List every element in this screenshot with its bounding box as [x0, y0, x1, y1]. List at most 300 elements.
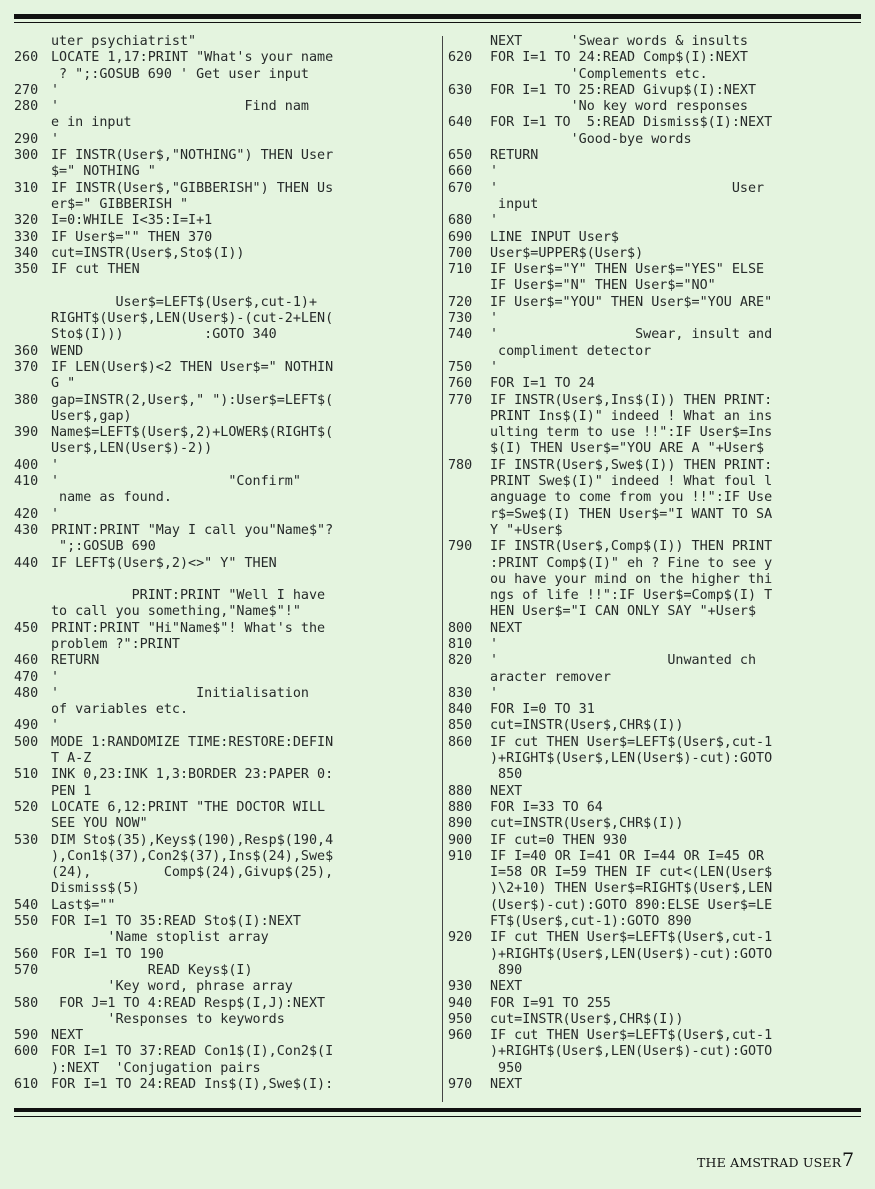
code-line: [14, 83, 434, 99]
line-number: [448, 34, 490, 50]
line-number: 360: [14, 343, 39, 359]
code-text: ' Unwanted ch: [490, 653, 757, 669]
code-line: [14, 539, 434, 555]
code-text: ': [490, 311, 499, 327]
code-line: [448, 197, 863, 213]
code-text: ': [490, 359, 499, 375]
code-text: input: [490, 196, 539, 212]
line-number: [14, 930, 51, 946]
line-number: 570: [14, 962, 39, 978]
line-number: 740: [448, 327, 473, 343]
code-text: IF User$="Y" THEN User$="YES" ELSE: [490, 262, 765, 278]
code-line: [14, 132, 434, 148]
line-number: [448, 425, 490, 441]
code-text: IF INSTR(User$,"NOTHING") THEN User: [51, 148, 334, 164]
code-line: [14, 556, 434, 572]
code-text: I=0:WHILE I<35:I=I+1: [51, 213, 213, 229]
line-number: [448, 670, 490, 686]
line-number: [14, 751, 51, 767]
code-text: FOR I=33 TO 64: [490, 799, 603, 815]
line-number: 400: [14, 457, 39, 473]
code-text: IF cut THEN User$=LEFT$(User$,cut-1: [490, 1028, 773, 1044]
code-line: [448, 604, 863, 620]
code-line: [448, 474, 863, 490]
code-line: [14, 637, 434, 653]
line-number: 950: [448, 1011, 473, 1027]
code-line: [14, 784, 434, 800]
line-number: [448, 474, 490, 490]
code-line: [448, 458, 863, 474]
code-text: ou have your mind on the higher thi: [490, 571, 773, 587]
line-number: 830: [448, 685, 473, 701]
code-text: IF INSTR(User$,"GIBBERISH") THEN Us: [51, 180, 334, 196]
code-line: [448, 767, 863, 783]
code-line: [448, 539, 863, 555]
line-number: 970: [448, 1077, 473, 1092]
line-number: [448, 898, 490, 914]
code-line: [448, 278, 863, 294]
line-number: 270: [14, 82, 39, 98]
line-number: [14, 311, 51, 327]
code-line: [14, 881, 434, 897]
code-line: [448, 556, 863, 572]
code-line: [14, 523, 434, 539]
line-number: [14, 849, 51, 865]
code-text: PRINT Ins$(I)" indeed ! What an ins: [490, 408, 773, 424]
code-text: aracter remover: [490, 669, 611, 685]
line-number: 670: [448, 180, 473, 196]
code-text: PRINT:PRINT "May I call you"Name$"?: [51, 522, 334, 538]
line-number: 260: [14, 50, 39, 66]
code-line: [448, 230, 863, 246]
code-text: FOR I=1 TO 5:READ Dismiss$(I):NEXT: [490, 115, 773, 131]
code-line: [14, 914, 434, 930]
line-number: [448, 441, 490, 457]
line-number: 690: [448, 229, 473, 245]
code-text: cut=INSTR(User$,CHR$(I)): [490, 718, 684, 734]
line-number: [448, 1044, 490, 1060]
line-number: [448, 99, 490, 115]
line-number: 370: [14, 359, 39, 375]
line-number: 460: [14, 653, 39, 669]
line-number: 790: [448, 539, 473, 555]
code-text: $=" NOTHING ": [51, 164, 156, 180]
code-text: 'Key word, phrase array: [51, 979, 293, 995]
line-number: [448, 409, 490, 425]
code-line: [448, 425, 863, 441]
code-text: IF User$="" THEN 370: [51, 229, 213, 245]
code-line: [14, 1044, 434, 1060]
line-number: [448, 767, 490, 783]
code-text: FOR I=1 TO 24: [490, 376, 595, 392]
page-number: 7: [842, 1149, 855, 1171]
code-text: IF INSTR(User$,Ins$(I)) THEN PRINT:: [490, 392, 773, 408]
line-number: 320: [14, 213, 39, 229]
code-text: ': [490, 636, 499, 652]
line-number: 290: [14, 131, 39, 147]
line-number: [448, 523, 490, 539]
line-number: 850: [448, 718, 473, 734]
code-line: [448, 963, 863, 979]
code-line: [448, 295, 863, 311]
code-text: FT$(User$,cut-1):GOTO 890: [490, 914, 692, 930]
code-text: )+RIGHT$(User$,LEN(User$)-cut):GOTO: [490, 946, 773, 962]
line-number: [448, 963, 490, 979]
line-number: [14, 34, 51, 50]
code-line: [14, 588, 434, 604]
code-text: User$=UPPER$(User$): [490, 245, 644, 261]
line-number: 430: [14, 522, 39, 538]
code-line: [14, 327, 434, 343]
code-line: [448, 653, 863, 669]
code-line: [14, 670, 434, 686]
code-line: [14, 246, 434, 262]
line-number: 530: [14, 832, 39, 848]
line-number: [448, 1061, 490, 1077]
magazine-title: THE AMSTRAD USER: [697, 1155, 842, 1170]
code-line: [14, 963, 434, 979]
line-number: [14, 881, 51, 897]
bottom-rule-thick: [14, 1108, 861, 1112]
code-line: [448, 686, 863, 702]
code-text: IF User$="N" THEN User$="NO": [490, 278, 716, 294]
line-number: 820: [448, 653, 473, 669]
code-text: 'Name stoplist array: [51, 930, 269, 946]
line-number: 280: [14, 99, 39, 115]
code-line: [448, 409, 863, 425]
code-line: [448, 507, 863, 523]
code-text: cut=INSTR(User$,Sto$(I)): [51, 245, 245, 261]
line-number: [448, 881, 490, 897]
line-number: 520: [14, 799, 39, 815]
code-line: [14, 197, 434, 213]
code-line: [14, 67, 434, 83]
line-number: [14, 865, 51, 881]
line-number: 540: [14, 897, 39, 913]
line-number: 410: [14, 474, 39, 490]
code-text: NEXT: [490, 620, 523, 636]
line-number: [14, 1012, 51, 1028]
line-number: 680: [448, 213, 473, 229]
line-number: 590: [14, 1028, 39, 1044]
code-text: gap=INSTR(2,User$," "):User$=LEFT$(: [51, 392, 334, 408]
code-line: [14, 849, 434, 865]
line-number: 650: [448, 148, 473, 164]
line-number: 510: [14, 767, 39, 783]
code-text: ': [490, 213, 499, 229]
line-number: 630: [448, 82, 473, 98]
code-line: [14, 604, 434, 620]
line-number: 730: [448, 311, 473, 327]
line-number: 930: [448, 979, 473, 995]
code-text: ': [51, 457, 60, 473]
listing-column-left: [14, 34, 434, 1093]
code-text: IF User$="YOU" THEN User$="YOU ARE": [490, 294, 773, 310]
code-line: [14, 653, 434, 669]
code-line: [14, 164, 434, 180]
code-line: [448, 1012, 863, 1028]
code-line: [448, 816, 863, 832]
code-line: [14, 767, 434, 783]
code-text: ' "Confirm": [51, 474, 301, 490]
line-number: 490: [14, 718, 39, 734]
code-text: WEND: [51, 343, 84, 359]
code-text: IF I=40 OR I=41 OR I=44 OR I=45 OR: [490, 848, 765, 864]
code-line: [14, 376, 434, 392]
code-text: G ": [51, 376, 76, 392]
line-number: [448, 865, 490, 881]
code-text: 850: [490, 767, 523, 783]
code-text: )+RIGHT$(User$,LEN(User$)-cut):GOTO: [490, 751, 773, 767]
code-text: IF cut=0 THEN 930: [490, 832, 628, 848]
code-line: [448, 914, 863, 930]
line-number: 760: [448, 376, 473, 392]
code-line: [14, 262, 434, 278]
line-number: [448, 344, 490, 360]
code-text: to call you something,"Name$"!": [51, 604, 301, 620]
code-text: r$=Swe$(I) THEN User$="I WANT TO SA: [490, 506, 773, 522]
line-number: 390: [14, 425, 39, 441]
line-number: [14, 637, 51, 653]
code-line: [448, 115, 863, 131]
code-line: [14, 833, 434, 849]
code-line: [14, 865, 434, 881]
code-text: NEXT: [490, 783, 523, 799]
column-divider: [442, 36, 443, 1102]
code-line: [448, 344, 863, 360]
code-text: FOR J=1 TO 4:READ Resp$(I,J):NEXT: [51, 995, 326, 1011]
code-text: FOR I=91 TO 255: [490, 995, 611, 1011]
code-line: [14, 393, 434, 409]
code-text: ': [51, 506, 60, 522]
code-text: SEE YOU NOW": [51, 816, 148, 832]
code-line: [448, 1028, 863, 1044]
code-text: ' User: [490, 180, 765, 196]
code-text: T A-Z: [51, 751, 92, 767]
line-number: [448, 556, 490, 572]
code-line: [14, 996, 434, 1012]
code-text: READ Keys$(I): [51, 962, 253, 978]
code-text: (User$)-cut):GOTO 890:ELSE User$=LE: [490, 897, 773, 913]
code-text: ': [51, 718, 60, 734]
code-line: [14, 735, 434, 751]
code-line: [14, 230, 434, 246]
line-number: 920: [448, 930, 473, 946]
code-text: 890: [490, 962, 523, 978]
code-line: [448, 621, 863, 637]
code-text: )\2+10) THEN User$=RIGHT$(User$,LEN: [490, 881, 773, 897]
code-line: [448, 360, 863, 376]
code-line: [14, 800, 434, 816]
code-text: ),Con1$(37),Con2$(37),Ins$(24),Swe$: [51, 848, 334, 864]
line-number: 420: [14, 506, 39, 522]
line-number: [14, 278, 51, 294]
code-text: NEXT: [51, 1028, 84, 1044]
line-number: [14, 816, 51, 832]
line-number: [448, 132, 490, 148]
top-rule-thin: [14, 22, 861, 23]
code-line: [14, 34, 434, 50]
code-text: FOR I=1 TO 35:READ Sto$(I):NEXT: [51, 914, 301, 930]
code-line: [448, 898, 863, 914]
line-number: 470: [14, 669, 39, 685]
code-text: LINE INPUT User$: [490, 229, 619, 245]
code-line: [14, 181, 434, 197]
code-line: [14, 930, 434, 946]
line-number: 340: [14, 245, 39, 261]
code-text: 'Complements etc.: [490, 66, 708, 82]
line-number: [448, 67, 490, 83]
code-text: LOCATE 1,17:PRINT "What's your name: [51, 50, 334, 66]
line-number: 350: [14, 262, 39, 278]
code-text: FOR I=1 TO 24:READ Ins$(I),Swe$(I):: [51, 1077, 334, 1092]
code-text: ):NEXT 'Conjugation pairs: [51, 1060, 261, 1076]
code-text: 'No key word responses: [490, 99, 748, 115]
code-line: [448, 262, 863, 278]
code-text: of variables etc.: [51, 702, 189, 718]
line-number: [14, 604, 51, 620]
code-line: [14, 621, 434, 637]
line-number: 580: [14, 995, 39, 1011]
code-text: PRINT Swe$(I)" indeed ! What foul l: [490, 474, 773, 490]
code-line: [448, 881, 863, 897]
line-number: 440: [14, 555, 39, 571]
code-line: [14, 979, 434, 995]
line-number: [14, 409, 51, 425]
code-text: I=58 OR I=59 THEN IF cut<(LEN(User$: [490, 865, 773, 881]
line-number: [448, 278, 490, 294]
code-text: name as found.: [51, 490, 172, 506]
code-line: [14, 458, 434, 474]
line-number: 450: [14, 620, 39, 636]
line-number: 880: [448, 783, 473, 799]
line-number: [14, 164, 51, 180]
code-line: [448, 718, 863, 734]
code-line: [14, 425, 434, 441]
code-line: [448, 83, 863, 99]
code-line: [448, 490, 863, 506]
code-line: [14, 50, 434, 66]
line-number: [448, 197, 490, 213]
code-line: [448, 702, 863, 718]
code-text: PRINT:PRINT "Hi"Name$"! What's the: [51, 620, 326, 636]
code-line: [14, 816, 434, 832]
line-number: 620: [448, 50, 473, 66]
code-line: [14, 99, 434, 115]
code-text: LOCATE 6,12:PRINT "THE DOCTOR WILL: [51, 799, 326, 815]
line-number: [14, 67, 51, 83]
code-text: anguage to come from you !!":IF Use: [490, 490, 773, 506]
line-number: [448, 507, 490, 523]
code-text: HEN User$="I CAN ONLY SAY "+User$: [490, 604, 757, 620]
line-number: 900: [448, 832, 473, 848]
code-text: ' Find nam: [51, 99, 309, 115]
code-line: [14, 148, 434, 164]
line-number: 640: [448, 115, 473, 131]
code-line: [448, 311, 863, 327]
code-line: [448, 132, 863, 148]
code-line: [14, 751, 434, 767]
code-text: IF LEFT$(User$,2)<>" Y" THEN: [51, 555, 277, 571]
code-text: Dismiss$(5): [51, 881, 140, 897]
code-text: ': [490, 164, 499, 180]
code-line: [14, 409, 434, 425]
code-text: ngs of life !!":IF User$=Comp$(I) T: [490, 588, 773, 604]
code-line: [448, 784, 863, 800]
code-text: IF cut THEN User$=LEFT$(User$,cut-1: [490, 930, 773, 946]
line-number: [14, 979, 51, 995]
code-line: [448, 588, 863, 604]
code-line: [448, 849, 863, 865]
line-number: [14, 490, 51, 506]
code-line: [14, 572, 434, 588]
code-text: (24), Comp$(24),Givup$(25),: [51, 865, 334, 881]
code-text: )+RIGHT$(User$,LEN(User$)-cut):GOTO: [490, 1044, 773, 1060]
code-text: IF LEN(User$)<2 THEN User$=" NOTHIN: [51, 359, 334, 375]
code-text: 'Responses to keywords: [51, 1011, 285, 1027]
code-line: [448, 930, 863, 946]
code-text: ' Initialisation: [51, 685, 309, 701]
line-number: [14, 441, 51, 457]
line-number: 500: [14, 734, 39, 750]
code-line: [14, 360, 434, 376]
code-line: [448, 670, 863, 686]
code-text: MODE 1:RANDOMIZE TIME:RESTORE:DEFIN: [51, 734, 334, 750]
code-line: [14, 898, 434, 914]
code-text: ulting term to use !!":IF User$=Ins: [490, 425, 773, 441]
line-number: [14, 295, 51, 311]
code-text: NEXT: [490, 1077, 523, 1092]
code-line: [448, 996, 863, 1012]
code-text: ";:GOSUB 690: [51, 539, 156, 555]
code-line: [448, 979, 863, 995]
code-text: Last$="": [51, 897, 116, 913]
code-text: ': [51, 82, 60, 98]
code-line: [14, 278, 434, 294]
code-text: DIM Sto$(35),Keys$(190),Resp$(190,4: [51, 832, 334, 848]
code-line: [14, 115, 434, 131]
line-number: 890: [448, 816, 473, 832]
code-text: User$,gap): [51, 408, 132, 424]
code-text: IF INSTR(User$,Swe$(I)) THEN PRINT:: [490, 457, 773, 473]
code-text: FOR I=0 TO 31: [490, 702, 595, 718]
code-line: [14, 702, 434, 718]
listing-column-right: [448, 34, 863, 1093]
code-text: 950: [490, 1060, 523, 1076]
code-text: User$=LEFT$(User$,cut-1)+: [51, 294, 318, 310]
code-text: NEXT 'Swear words & insults: [490, 34, 748, 49]
line-number: [448, 947, 490, 963]
line-number: 840: [448, 702, 473, 718]
code-line: [448, 327, 863, 343]
code-line: [448, 800, 863, 816]
code-line: [14, 507, 434, 523]
line-number: [14, 539, 51, 555]
code-line: [448, 947, 863, 963]
line-number: 960: [448, 1028, 473, 1044]
code-line: [448, 865, 863, 881]
code-line: [14, 490, 434, 506]
code-line: [448, 1061, 863, 1077]
code-line: [448, 833, 863, 849]
code-line: [448, 735, 863, 751]
code-text: RETURN: [51, 653, 100, 669]
line-number: 780: [448, 457, 473, 473]
line-number: [14, 588, 51, 604]
line-number: 860: [448, 734, 473, 750]
code-line: [448, 34, 863, 50]
top-rule-thick: [14, 14, 861, 19]
